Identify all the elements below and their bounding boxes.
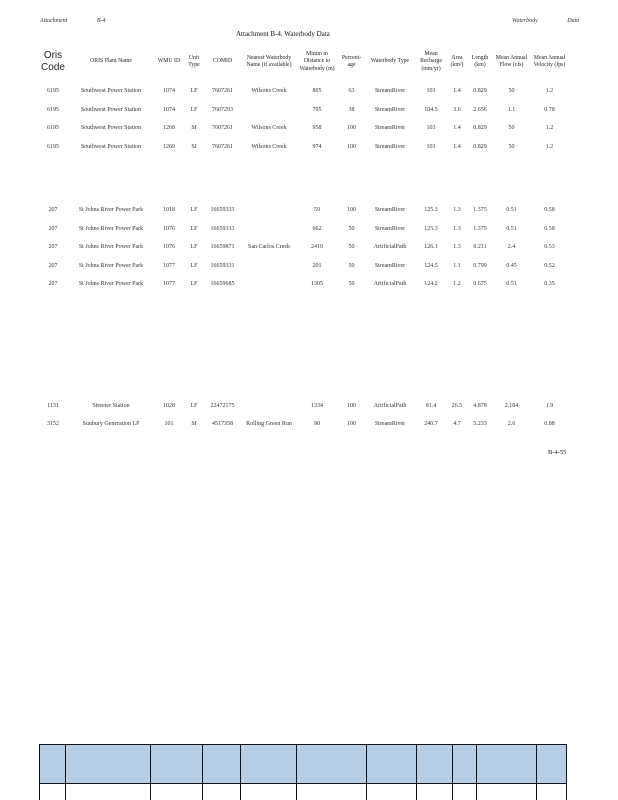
column-header: Nearest Waterbody Name (if available) (246, 54, 292, 68)
table-cell: 1077 (163, 262, 175, 269)
table-cell: 63 (348, 88, 355, 95)
table-cell: Southwest Power Station (80, 106, 142, 113)
table-cell: 16659333 (210, 207, 235, 214)
document-title: Attachment B-4. Waterbody Data (236, 30, 330, 38)
table-cell: 3.6 (453, 106, 461, 113)
table-cell: StreamRiver (374, 106, 406, 113)
table-cell: StreamRiver (374, 125, 406, 132)
table-cell: 50 (508, 143, 515, 150)
running-header-left (40, 18, 134, 24)
table-cell: ArtificialPath (373, 281, 407, 288)
header-band (40, 745, 566, 783)
table-cell: LF (190, 262, 198, 269)
table-cell: SI (191, 143, 197, 150)
table-row (38, 397, 570, 416)
table-cell: StreamRiver (374, 143, 406, 150)
table-cell: 207 (48, 225, 58, 232)
table-cell: 125.3 (424, 207, 438, 214)
table-cell (241, 397, 297, 416)
table-cell: 103 (426, 143, 436, 150)
table-row (38, 220, 570, 239)
table-cell: 1018 (163, 207, 175, 214)
table-cell: 1.1 (453, 262, 461, 269)
table-cell: 1334 (311, 402, 323, 409)
table-cell: 207 (48, 244, 58, 251)
table-cell: 0.211 (473, 244, 487, 251)
table-cell: Wilsons Creek (251, 88, 287, 95)
table-cell: 0.51 (506, 207, 517, 214)
grid-column-divider (202, 745, 203, 800)
table-cell: 1.4 (453, 88, 461, 95)
column-header: Mean Recharge (mm/yr) (420, 50, 442, 72)
table-cell: 100 (347, 143, 356, 150)
table-cell: 100 (347, 207, 356, 214)
table-cell: LF (190, 106, 198, 113)
column-header: Mean Annual Flow (cfs) (495, 54, 528, 68)
table-cell: StreamRiver (374, 225, 406, 232)
table-row (38, 275, 570, 294)
table-cell: 6195 (47, 88, 59, 95)
grid-column-divider (416, 745, 417, 800)
table-cell: 0.799 (473, 262, 487, 269)
table-cell: 795 (312, 106, 322, 113)
table-cell: 50 (348, 244, 355, 251)
table-cell: 0.51 (506, 225, 517, 232)
table-cell: 0.58 (544, 207, 555, 214)
table-cell: 958 (312, 125, 322, 132)
column-header: COMID (212, 58, 233, 65)
table-cell: St Johns River Power Park (78, 207, 144, 214)
table-cell: 0.51 (506, 281, 517, 288)
table-cell: 6195 (47, 106, 59, 113)
column-header: Waterbody Type (370, 58, 410, 65)
table-row (38, 257, 570, 276)
table-cell: 1028 (163, 402, 175, 409)
column-header: Percent-age (341, 54, 362, 68)
table-cell: 0.78 (544, 106, 555, 113)
table-cell: Wilsons Creek (251, 143, 287, 150)
table-cell: 100 (347, 125, 356, 132)
grid-column-divider (536, 745, 537, 800)
table-cell: 1.3 (453, 207, 461, 214)
table-row (38, 82, 570, 101)
table-cell: 101 (164, 421, 174, 428)
table-cell: 1.1 (507, 106, 516, 113)
table-cell: 50 (508, 125, 515, 132)
table-cell: 124.5 (424, 262, 438, 269)
table-cell: 50 (348, 225, 355, 232)
table-cell: Streeter Station (92, 402, 130, 409)
running-header-right (512, 18, 607, 24)
table-cell: 1.2 (545, 125, 554, 132)
table-cell: St Johns River Power Park (78, 281, 144, 288)
table-cell: 2.184 (504, 402, 519, 409)
table-cell: Southwest Power Station (80, 143, 142, 150)
column-header: Unit Type (188, 54, 200, 68)
table-cell: 104.5 (424, 106, 438, 113)
table-cell (241, 257, 297, 276)
table-cell: 1268 (163, 125, 175, 132)
table-cell: 5.233 (473, 421, 487, 428)
table-cell: LF (190, 402, 198, 409)
table-cell: 2.4 (507, 244, 516, 251)
table-cell: 4517358 (212, 421, 233, 428)
next-page-table-header (39, 744, 567, 800)
table-cell: 26.5 (451, 402, 463, 409)
table-cell: 805 (312, 88, 322, 95)
table-cell: 7607293 (212, 106, 233, 113)
table-cell: StreamRiver (374, 421, 406, 428)
table-cell: 1.2 (453, 281, 461, 288)
table-row (38, 101, 570, 120)
table-row (38, 119, 570, 138)
header-topic-2: Data (567, 18, 580, 24)
table-cell: 1.375 (473, 225, 487, 232)
column-header: WMU ID (157, 58, 181, 65)
group-spacer (38, 156, 570, 201)
column-header: Length (km) (471, 54, 489, 68)
table-cell: 1131 (47, 402, 59, 409)
table-cell: 2410 (311, 244, 323, 251)
table-cell: 974 (312, 143, 322, 150)
table-cell: 0.45 (506, 262, 517, 269)
table-cell: 81.4 (425, 402, 437, 409)
table-row (38, 238, 570, 257)
table-cell: 124.2 (424, 281, 438, 288)
spacer-cell (38, 156, 570, 201)
table-cell: 7607261 (212, 88, 233, 95)
table-cell: 0.675 (473, 281, 487, 288)
table-cell: Rolling Green Run (246, 421, 292, 428)
table-cell: 1269 (163, 143, 175, 150)
header-topic: Waterbody (512, 18, 538, 24)
table-cell: 1.2 (545, 88, 554, 95)
table-cell: 100 (347, 402, 356, 409)
table-cell (241, 201, 297, 220)
column-header: Area (km²) (450, 54, 464, 68)
table-cell: StreamRiver (374, 262, 406, 269)
table-cell: 1074 (163, 88, 175, 95)
table-cell: 662 (312, 225, 322, 232)
grid-column-divider (296, 745, 297, 800)
table-cell: 16659685 (210, 281, 235, 288)
table-cell: 0.35 (544, 281, 555, 288)
table-cell (241, 101, 297, 120)
table-cell: 103 (426, 88, 436, 95)
table-cell: 1.375 (473, 207, 487, 214)
table-cell: 16659333 (210, 225, 235, 232)
table-cell: 1.2 (545, 143, 554, 150)
table-cell: 16659331 (210, 262, 235, 269)
table-cell: ArtificialPath (373, 402, 407, 409)
table-cell: 1305 (311, 281, 323, 288)
table-cell: 1.4 (453, 125, 461, 132)
table-cell: 207 (48, 207, 58, 214)
table-cell: 1.3 (453, 225, 461, 232)
table-cell: 0.829 (473, 143, 487, 150)
table-cell: LF (190, 244, 198, 251)
table-cell: 50 (508, 88, 515, 95)
table-row (38, 415, 570, 434)
table-cell: 0.829 (473, 88, 487, 95)
table-cell: SI (191, 125, 197, 132)
table-cell: ArtificialPath (373, 244, 407, 251)
table-cell: SI (191, 421, 197, 428)
table-cell: 7607261 (212, 143, 233, 150)
table-cell: 50 (348, 262, 355, 269)
table-cell: 90 (314, 421, 320, 428)
table-cell: 1076 (163, 225, 175, 232)
table-cell: Southwest Power Station (80, 125, 142, 132)
table-cell: StreamRiver (374, 207, 406, 214)
table-cell: LF (190, 281, 198, 288)
table-cell: 100 (347, 421, 356, 428)
table-cell: 7607261 (212, 125, 233, 132)
waterbody-data-table (38, 42, 570, 434)
header-attachment: Attachment (40, 18, 68, 24)
table-cell: 0.53 (544, 244, 555, 251)
column-header: Oris Code (41, 50, 65, 73)
header-section: B-4 (96, 18, 106, 24)
table-cell: 2.6 (507, 421, 516, 428)
table-cell: 1076 (163, 244, 175, 251)
table-cell: 0.829 (473, 125, 487, 132)
table-cell (241, 275, 297, 294)
table-cell: 207 (48, 281, 58, 288)
table-cell: 2.656 (473, 106, 487, 113)
table-cell: St Johns River Power Park (78, 262, 144, 269)
table-cell: San Carlos Creek (248, 244, 290, 251)
table-row (38, 201, 570, 220)
table-cell: LF (190, 225, 198, 232)
grid-column-divider (366, 745, 367, 800)
grid-column-divider (476, 745, 477, 800)
table-cell: 1.3 (453, 244, 461, 251)
table-cell: 0.52 (544, 262, 555, 269)
table-cell: 207 (48, 262, 58, 269)
column-header: Minim m Distance to Waterbody (m) (299, 50, 335, 72)
table-cell: 38 (348, 106, 355, 113)
spacer-cell (38, 294, 570, 397)
table-cell: 4.878 (473, 402, 487, 409)
table-cell: Wilsons Creek (251, 125, 287, 132)
table-cell: 1077 (163, 281, 175, 288)
table-cell: 126.1 (424, 244, 438, 251)
column-header: ORIS Plant Name (90, 58, 132, 65)
table-cell: Southwest Power Station (80, 88, 142, 95)
table-cell: LF (190, 88, 198, 95)
grid-column-divider (452, 745, 453, 800)
table-cell: StreamRiver (374, 88, 406, 95)
table-cell: 59 (314, 207, 320, 214)
table-cell: St Johns River Power Park (78, 244, 144, 251)
table-cell: 201 (312, 262, 322, 269)
table-cell: 125.3 (424, 225, 438, 232)
table-cell: 0.58 (544, 225, 555, 232)
table-cell: 4.7 (453, 421, 461, 428)
table-cell: 1074 (163, 106, 175, 113)
table-cell: 50 (348, 281, 355, 288)
table-cell (241, 220, 297, 239)
table-cell: 0.88 (544, 421, 555, 428)
table-cell: LF (190, 207, 198, 214)
grid-column-divider (65, 745, 66, 800)
table-cell: 3152 (47, 421, 59, 428)
table-body (38, 82, 570, 434)
table-cell: 103 (426, 125, 436, 132)
table-cell: St Johns River Power Park (78, 225, 144, 232)
grid-line (40, 783, 566, 784)
page-number: B-4-55 (548, 449, 567, 456)
grid-column-divider (150, 745, 151, 800)
table-cell: 6195 (47, 143, 59, 150)
table-cell: 240.7 (424, 421, 438, 428)
table-cell: 16659871 (210, 244, 235, 251)
table-cell: 22472175 (210, 402, 235, 409)
table-row (38, 138, 570, 157)
grid-column-divider (240, 745, 241, 800)
table-header-row (38, 42, 570, 82)
table-cell: 6195 (47, 125, 59, 132)
table-cell: 1.4 (453, 143, 461, 150)
table-cell: 1.9 (545, 402, 554, 409)
group-spacer (38, 294, 570, 397)
table-cell: Sunbury Generation LP (82, 421, 140, 428)
column-header: Mean Annual Velocity (fps) (533, 54, 566, 68)
